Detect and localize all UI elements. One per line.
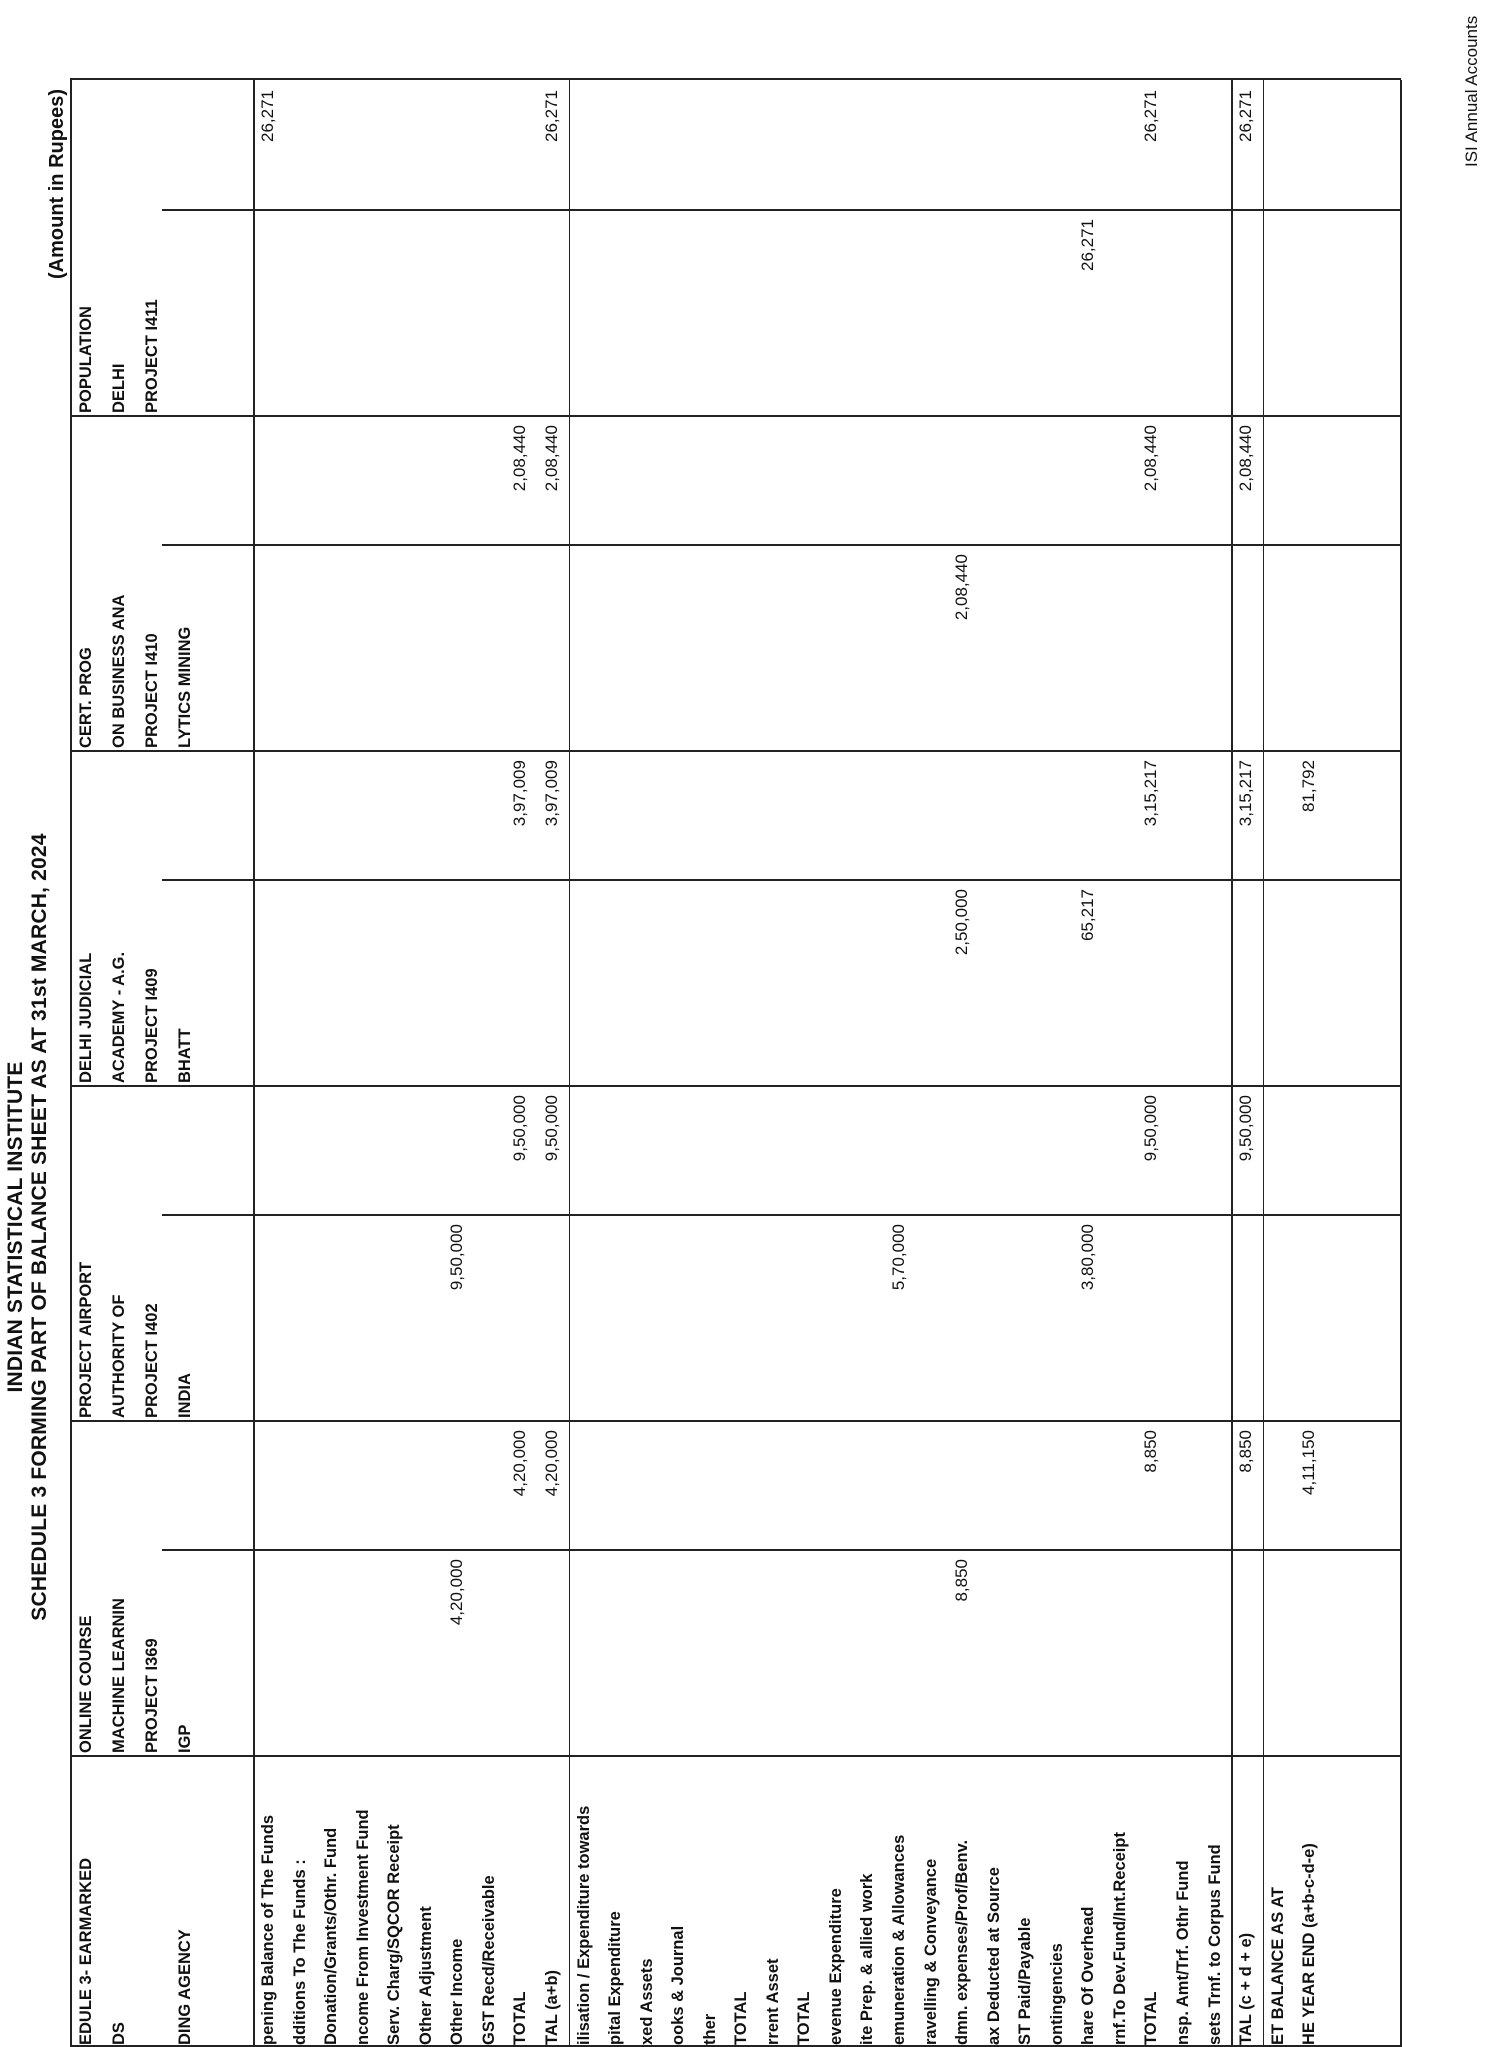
amount-cell: 3,15,217 xyxy=(1141,760,1161,827)
row-label: ncome From Investment Fund xyxy=(353,1809,372,2045)
project-header-line: ON BUSINESS ANA xyxy=(110,594,128,748)
amount-cell: 26,271 xyxy=(1236,90,1256,143)
row-label: Other Income xyxy=(448,1938,467,2045)
row-label: Serv. Charg/SQCOR Receipt xyxy=(385,1824,404,2045)
amount-cell: 4,11,150 xyxy=(1299,1430,1319,1495)
row-label: sets Trnf. to Corpus Fund xyxy=(1205,1844,1224,2045)
column-line-4 xyxy=(70,416,1400,418)
row-label: ontingencies xyxy=(1047,1943,1066,2045)
project-header-line: INDIA xyxy=(176,1373,194,1418)
amount-cell: 8,850 xyxy=(1141,1430,1161,1473)
row-separator-2 xyxy=(1263,80,1265,2047)
row-label: ther xyxy=(700,2013,719,2045)
project-header-line: AUTHORITY OF xyxy=(110,1294,128,1418)
amount-cell: 26,271 xyxy=(1078,218,1098,271)
amount-cell: 3,15,217 xyxy=(1236,760,1256,827)
amount-cell: 3,97,009 xyxy=(541,760,561,827)
row-label: evenue Expenditure xyxy=(826,1888,845,2045)
row-label: ET BALANCE AS AT xyxy=(1268,1887,1287,2045)
row-separator-0 xyxy=(569,80,571,2047)
amount-cell: 3,97,009 xyxy=(510,760,530,827)
column-line-2 xyxy=(70,1086,1400,1088)
row-label: dmn. expenses/Prof/Benv. xyxy=(953,1839,972,2045)
column-line-3 xyxy=(70,751,1400,753)
project-header-line: DELHI xyxy=(110,363,128,413)
amount-cell: 26,271 xyxy=(258,90,277,143)
row-label: ax Deducted at Source xyxy=(984,1867,1003,2045)
row-label: xed Assets xyxy=(637,1958,656,2045)
column-line-1 xyxy=(70,1421,1400,1423)
row-label: GST Recd/Receivable xyxy=(479,1875,498,2045)
amount-cell: 9,50,000 xyxy=(1141,1095,1161,1162)
amount-cell: 2,08,440 xyxy=(541,425,561,492)
row-label: Donation/Grants/Othr. Fund xyxy=(322,1827,341,2045)
table-border-bottom xyxy=(1400,80,1402,2047)
header-separator xyxy=(253,80,255,2047)
amount-cell: 9,50,000 xyxy=(1236,1095,1256,1162)
amount-note: (Amount in Rupees) xyxy=(46,89,68,279)
label-header-line: DING AGENCY xyxy=(176,1929,194,2045)
project-header-line: POPULATION xyxy=(77,306,95,413)
label-header-line: EDULE 3- EARMARKED xyxy=(77,1857,95,2045)
subcolumn-line-3 xyxy=(162,544,1400,546)
row-label: ooks & Journal xyxy=(669,1925,688,2045)
amount-cell: 4,20,000 xyxy=(447,1558,467,1626)
row-label: pening Balance of The Funds xyxy=(259,1814,277,2045)
row-label: TOTAL xyxy=(795,1991,814,2045)
footer-text: ISI Annual Accounts xyxy=(1462,15,1481,167)
amount-cell: 5,70,000 xyxy=(889,1223,908,1291)
row-label: ravelling & Conveyance xyxy=(921,1858,940,2045)
amount-cell: 2,08,440 xyxy=(1236,425,1256,492)
row-label: hare Of Overhead xyxy=(1079,1906,1098,2045)
row-label: TAL (a+b) xyxy=(542,1969,561,2045)
project-header-line: PROJECT I369 xyxy=(143,1638,161,1753)
amount-cell: 26,271 xyxy=(541,90,561,143)
table-border-top xyxy=(70,80,72,2047)
row-label: ilisation / Expenditure towards xyxy=(574,1805,593,2045)
amount-cell: 26,271 xyxy=(1141,90,1161,143)
subcolumn-line-0 xyxy=(162,1549,1400,1551)
row-label: HE YEAR END (a+b-c-d-e) xyxy=(1300,1843,1319,2045)
subcolumn-line-4 xyxy=(162,209,1400,211)
row-label: ite Prep. & allied work xyxy=(858,1873,877,2045)
amount-cell: 81,792 xyxy=(1299,760,1319,813)
amount-cell: 2,08,440 xyxy=(952,553,972,621)
amount-cell: 9,50,000 xyxy=(447,1223,467,1291)
amount-cell: 4,20,000 xyxy=(541,1430,561,1497)
project-header-line: DELHI JUDICIAL xyxy=(77,952,95,1083)
amount-cell: 8,850 xyxy=(952,1558,972,1602)
project-header-line: PROJECT I409 xyxy=(143,968,161,1083)
amount-cell: 3,80,000 xyxy=(1078,1223,1098,1291)
institute-title: INDIAN STATISTICAL INSTITUTE xyxy=(4,1061,27,1393)
amount-cell: 65,217 xyxy=(1078,888,1098,941)
row-label: ST Paid/Payable xyxy=(1016,1917,1035,2045)
project-header-line: ONLINE COURSE xyxy=(77,1615,95,1753)
row-label: emuneration & Allowances xyxy=(890,1834,908,2045)
project-header-line: CERT. PROG xyxy=(77,647,95,748)
project-header-line: PROJECT I402 xyxy=(143,1303,161,1418)
label-header-line: DS xyxy=(110,2022,128,2045)
amount-cell: 9,50,000 xyxy=(541,1095,561,1162)
project-header-line: IGP xyxy=(176,1724,194,1753)
row-label: TAL (c + d + e) xyxy=(1237,1932,1256,2045)
amount-cell: 2,08,440 xyxy=(510,425,530,492)
amount-cell: 4,20,000 xyxy=(510,1430,530,1497)
row-label: TOTAL xyxy=(732,1991,751,2045)
project-header-line: ACADEMY - A.G. xyxy=(110,951,128,1083)
subcolumn-line-2 xyxy=(162,879,1400,881)
row-label: nsp. Amt/Trf. Othr Fund xyxy=(1173,1860,1192,2045)
amount-cell: 2,08,440 xyxy=(1141,425,1161,492)
row-label: TOTAL xyxy=(511,1991,530,2045)
label-column-line xyxy=(70,1756,1400,1758)
amount-cell: 8,850 xyxy=(1236,1430,1256,1473)
row-label: rrent Asset xyxy=(763,1958,782,2045)
row-label: pital Expenditure xyxy=(606,1911,625,2045)
row-label: rnf.To Dev.Fund/Int.Receipt xyxy=(1110,1832,1129,2045)
project-header-line: MACHINE LEARNIN xyxy=(110,1598,128,1753)
schedule-table xyxy=(70,80,1400,2047)
row-label: dditions To The Funds : xyxy=(290,1859,309,2045)
row-separator-1 xyxy=(1231,80,1233,2047)
amount-cell: 9,50,000 xyxy=(510,1095,530,1162)
row-label: TOTAL xyxy=(1142,1991,1161,2045)
project-header-line: BHATT xyxy=(176,1028,194,1083)
project-header-line: PROJECT AIRPORT xyxy=(77,1261,95,1418)
row-label: Other Adjustment xyxy=(416,1906,435,2045)
subcolumn-line-1 xyxy=(162,1214,1400,1216)
project-header-line: LYTICS MINING xyxy=(176,626,194,748)
amount-cell: 2,50,000 xyxy=(952,888,972,956)
project-header-line: PROJECT I410 xyxy=(143,633,161,748)
table-border-right xyxy=(70,79,1401,81)
project-header-line: PROJECT I411 xyxy=(143,299,161,413)
schedule-subtitle: SCHEDULE 3 FORMING PART OF BALANCE SHEET AS AT 31st MARCH, 2024 xyxy=(28,833,51,1621)
